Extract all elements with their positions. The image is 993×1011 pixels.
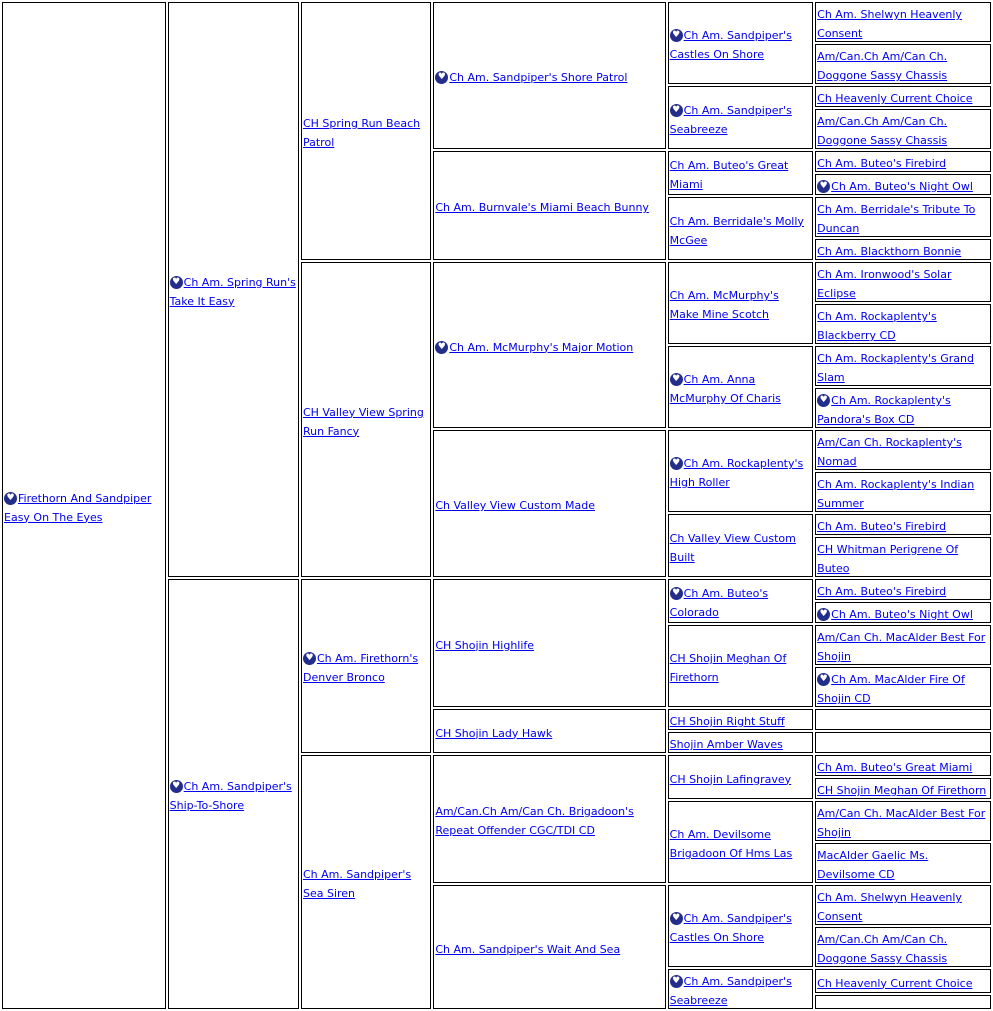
dog-link[interactable]: Ch Valley View Custom Made xyxy=(435,499,595,512)
dog-link[interactable]: Ch Am. Sandpiper's Seabreeze xyxy=(669,103,792,136)
dog-link[interactable]: CH Shojin Lady Hawk xyxy=(435,726,553,740)
dog-link[interactable]: Ch Am. Buteo's Colorado xyxy=(669,587,769,619)
pedigree-cell-gen5 xyxy=(668,755,813,799)
dog-link[interactable]: Ch Am. Devilsome Brigadoon Of Hms Las xyxy=(669,828,793,860)
dog-link[interactable]: Ch Am. Ironwood's Solar Eclipse xyxy=(817,268,952,300)
pedigree-cell-gen5 xyxy=(668,514,813,577)
dog-link[interactable]: CH Shojin Meghan Of Firethorn xyxy=(669,652,787,684)
pedigree-cell-gen5 xyxy=(668,86,813,149)
pedigree-cell-gen5 xyxy=(668,709,813,730)
dog-link[interactable]: Ch Am. Sandpiper's Castles On Shore xyxy=(669,912,792,944)
dog-link[interactable]: Am/Can.Ch Am/Can Ch. Doggone Sassy Chassis xyxy=(817,115,948,147)
dog-link[interactable]: Ch Am. Firethorn's Denver Bronco xyxy=(302,652,419,684)
pedigree-cell-gen4 xyxy=(433,709,665,753)
dog-link[interactable]: Ch Am. Berridale's Molly McGee xyxy=(669,214,804,247)
pedigree-cell-empty xyxy=(815,995,991,1009)
pedigree-cell-empty xyxy=(815,709,991,730)
pedigree-cell-gen6 xyxy=(815,197,991,237)
pedigree-cell-gen6 xyxy=(815,109,991,149)
pedigree-cell-gen1 xyxy=(2,2,166,1009)
dog-link[interactable]: Ch Am. Rockaplenty's Pandora's Box CD xyxy=(817,394,951,426)
pedigree-cell-gen6 xyxy=(815,537,991,577)
pedigree-cell-gen4 xyxy=(433,2,665,149)
pedigree-cell-gen2 xyxy=(168,2,299,577)
dog-link[interactable]: Ch Valley View Custom Built xyxy=(669,531,796,564)
dog-link[interactable]: Ch Am. Rockaplenty's Indian Summer xyxy=(817,478,975,510)
pedigree-cell-gen2 xyxy=(168,579,299,1009)
dog-link[interactable]: Ch Am. Anna McMurphy Of Charis xyxy=(669,373,781,405)
pedigree-cell-gen4 xyxy=(433,262,665,428)
heart-badge-icon[interactable]: ♥ xyxy=(817,608,830,621)
dog-link[interactable]: CH Valley View Spring Run Fancy xyxy=(302,405,424,438)
dog-link[interactable]: Ch Am. Buteo's Great Miami xyxy=(669,159,789,191)
pedigree-cell-gen6 xyxy=(815,388,991,428)
pedigree-cell-gen6 xyxy=(815,625,991,665)
pedigree-cell-gen6 xyxy=(815,430,991,470)
dog-link[interactable]: Ch Heavenly Current Choice xyxy=(817,92,973,105)
heart-badge-icon[interactable]: ♥ xyxy=(4,492,17,505)
pedigree-cell-gen5 xyxy=(668,197,813,260)
pedigree-cell-gen5 xyxy=(668,151,813,195)
pedigree-cell-gen6 xyxy=(815,969,991,993)
pedigree-cell-gen6 xyxy=(815,2,991,42)
dog-link[interactable]: Ch Am. Rockaplenty's Grand Slam xyxy=(817,352,974,384)
dog-link[interactable]: CH Shojin Right Stuff xyxy=(669,715,785,728)
pedigree-cell-gen5 xyxy=(668,801,813,883)
dog-link[interactable]: CH Shojin Meghan Of Firethorn xyxy=(817,784,987,797)
pedigree-cell-gen6 xyxy=(815,801,991,841)
dog-link[interactable]: Am/Can.Ch Am/Can Ch. Brigadoon's Repeat Offender CGC/TDI CD xyxy=(435,805,634,837)
pedigree-cell-gen4 xyxy=(433,885,665,1009)
dog-link[interactable]: Ch Am. Sandpiper's Sea Siren xyxy=(302,868,412,900)
pedigree-cell-gen6 xyxy=(815,44,991,84)
pedigree-cell-gen3 xyxy=(301,262,431,577)
dog-link[interactable]: Ch Am. Rockaplenty's High Roller xyxy=(669,457,804,489)
heart-badge-icon[interactable]: ♥ xyxy=(170,780,183,793)
dog-link[interactable]: CH Whitman Perigrene Of Buteo xyxy=(817,543,959,575)
heart-badge-icon[interactable]: ♥ xyxy=(817,673,830,686)
pedigree-cell-gen4 xyxy=(433,579,665,707)
pedigree-cell-gen6 xyxy=(815,304,991,344)
heart-badge-icon[interactable]: ♥ xyxy=(170,276,183,289)
pedigree-cell-gen5 xyxy=(668,2,813,84)
heart-badge-icon[interactable]: ♥ xyxy=(670,975,683,988)
dog-link[interactable]: Ch Am. Buteo's Night Owl xyxy=(831,608,973,621)
dog-link[interactable]: CH Shojin Lafingravey xyxy=(669,772,792,786)
pedigree-cell-gen5 xyxy=(668,885,813,967)
pedigree-cell-gen6 xyxy=(815,151,991,172)
heart-badge-icon[interactable]: ♥ xyxy=(670,373,683,386)
dog-link[interactable]: Ch Am. Sandpiper's Ship-To-Shore xyxy=(169,780,292,812)
dog-link[interactable]: Ch Am. Sandpiper's Wait And Sea xyxy=(435,942,621,956)
pedigree-cell-gen5 xyxy=(668,579,813,623)
dog-link[interactable]: Shojin Amber Waves xyxy=(669,738,783,751)
pedigree-cell-gen5 xyxy=(668,732,813,753)
dog-link[interactable]: Ch Am. MacAlder Fire Of Shojin CD xyxy=(817,673,965,705)
dog-link[interactable]: Ch Am. Sandpiper's Seabreeze xyxy=(669,975,792,1007)
pedigree-cell-gen6 xyxy=(815,927,991,967)
pedigree-cell-gen6 xyxy=(815,262,991,302)
dog-link[interactable]: Am/Can Ch. MacAlder Best For Shojin xyxy=(817,631,986,663)
heart-badge-icon[interactable]: ♥ xyxy=(435,71,448,84)
dog-link[interactable]: Ch Heavenly Current Choice xyxy=(817,976,973,990)
pedigree-cell-gen6 xyxy=(815,755,991,776)
pedigree-cell-gen4 xyxy=(433,151,665,260)
pedigree-cell-gen6 xyxy=(815,885,991,925)
heart-badge-icon[interactable]: ♥ xyxy=(670,29,683,42)
pedigree-cell-gen6 xyxy=(815,239,991,260)
dog-link[interactable]: MacAlder Gaelic Ms. Devilsome CD xyxy=(817,849,929,881)
dog-link[interactable]: Ch Am. McMurphy's Make Mine Scotch xyxy=(669,289,779,321)
pedigree-cell-gen6 xyxy=(815,579,991,600)
pedigree-cell-gen6 xyxy=(815,602,991,623)
pedigree-cell-gen6 xyxy=(815,778,991,799)
dog-link[interactable]: Firethorn And Sandpiper Easy On The Eyes xyxy=(4,491,152,524)
dog-link[interactable]: Ch Am. Sandpiper's Shore Patrol xyxy=(449,71,628,84)
pedigree-cell-gen6 xyxy=(815,86,991,107)
pedigree-cell-gen6 xyxy=(815,667,991,707)
heart-badge-icon[interactable]: ♥ xyxy=(817,180,830,193)
dog-link[interactable]: Ch Am. Buteo's Firebird xyxy=(817,157,947,170)
dog-link[interactable]: Am/Can.Ch Am/Can Ch. Doggone Sassy Chassis xyxy=(817,50,948,82)
dog-link[interactable]: Ch Am. Spring Run's Take It Easy xyxy=(169,275,296,308)
pedigree-cell-gen6 xyxy=(815,514,991,535)
heart-badge-icon[interactable]: ♥ xyxy=(435,341,448,354)
pedigree-cell-gen3 xyxy=(301,755,431,1009)
dog-link[interactable]: Ch Am. Sandpiper's Castles On Shore xyxy=(669,29,792,61)
heart-badge-icon[interactable]: ♥ xyxy=(670,104,683,117)
dog-link[interactable]: CH Shojin Highlife xyxy=(435,638,535,652)
heart-badge-icon[interactable]: ♥ xyxy=(817,394,830,407)
dog-link[interactable]: Ch Am. Burnvale's Miami Beach Bunny xyxy=(435,201,649,214)
dog-link[interactable]: CH Spring Run Beach Patrol xyxy=(302,117,421,149)
pedigree-cell-gen6 xyxy=(815,174,991,195)
heart-badge-icon[interactable]: ♥ xyxy=(670,912,683,925)
dog-link[interactable]: Ch Am. Berridale's Tribute To Duncan xyxy=(817,203,976,235)
pedigree-row xyxy=(2,2,991,42)
pedigree-cell-gen6 xyxy=(815,472,991,512)
pedigree-cell-gen5 xyxy=(668,430,813,512)
pedigree-cell-gen6 xyxy=(815,346,991,386)
pedigree-cell-gen5 xyxy=(668,262,813,344)
dog-link[interactable]: Ch Am. Blackthorn Bonnie xyxy=(817,245,962,258)
dog-link[interactable]: Ch Am. Buteo's Firebird xyxy=(817,585,947,598)
dog-link[interactable]: Ch Am. Buteo's Great Miami xyxy=(817,761,973,774)
heart-badge-icon[interactable]: ♥ xyxy=(670,587,683,600)
pedigree-cell-gen4 xyxy=(433,430,665,577)
pedigree-cell-gen3 xyxy=(301,579,431,753)
pedigree-cell-gen6 xyxy=(815,843,991,883)
dog-link[interactable]: Ch Am. McMurphy's Major Motion xyxy=(449,340,634,354)
dog-link[interactable]: Am/Can Ch. MacAlder Best For Shojin xyxy=(817,807,986,839)
dog-link[interactable]: Ch Am. Shelwyn Heavenly Consent xyxy=(817,891,962,923)
dog-link[interactable]: Am/Can Ch. Rockaplenty's Nomad xyxy=(817,436,962,468)
heart-badge-icon[interactable]: ♥ xyxy=(303,652,316,665)
pedigree-cell-gen5 xyxy=(668,346,813,428)
heart-badge-icon[interactable]: ♥ xyxy=(670,457,683,470)
pedigree-cell-empty xyxy=(815,732,991,753)
pedigree-cell-gen4 xyxy=(433,755,665,883)
dog-link[interactable]: Am/Can.Ch Am/Can Ch. Doggone Sassy Chassis xyxy=(817,933,948,965)
dog-link[interactable]: Ch Am. Buteo's Night Owl xyxy=(831,180,973,193)
dog-link[interactable]: Ch Am. Rockaplenty's Blackberry CD xyxy=(817,310,937,342)
dog-link[interactable]: Ch Am. Shelwyn Heavenly Consent xyxy=(817,8,962,40)
pedigree-cell-gen5 xyxy=(668,969,813,1009)
pedigree-cell-gen3 xyxy=(301,2,431,260)
pedigree-cell-gen5 xyxy=(668,625,813,707)
dog-link[interactable]: Ch Am. Buteo's Firebird xyxy=(817,520,947,533)
